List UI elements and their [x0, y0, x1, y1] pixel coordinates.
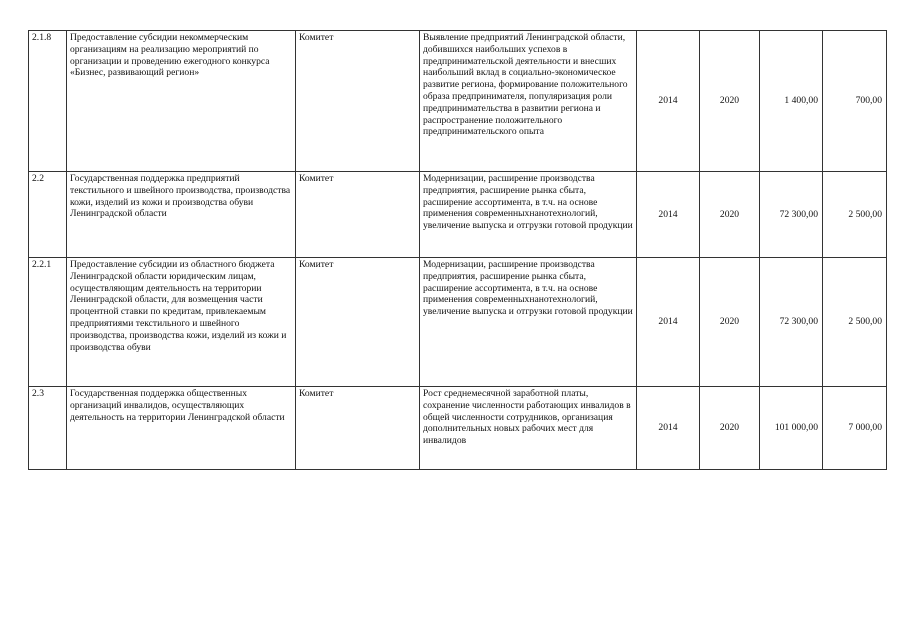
end-year: 2020	[700, 258, 760, 387]
amount: 2 500,00	[823, 258, 887, 387]
expected-result	[420, 31, 637, 172]
table-row	[29, 258, 887, 387]
executor: Комитет	[296, 258, 420, 387]
activity-name-text: Предоставление субсидии из областного бюджета Ленинградской области юридическим лицам, осуществляющим деятельность на территории Ленинградской области, для возмещения части процентной ставки по кредитам, привлекаемым предприятиями текстильного и швейного производства, производства кожи, изделий из кожи и производства обуви	[70, 259, 287, 353]
table-row	[29, 172, 887, 258]
amount: 2 500,00	[823, 172, 887, 258]
row-code: 2.2	[29, 172, 67, 258]
program-activities-table	[28, 30, 887, 470]
start-year: 2014	[637, 258, 700, 387]
amount: 700,00	[823, 31, 887, 172]
total-amount: 101 000,00	[760, 387, 823, 470]
activity-name	[67, 387, 296, 470]
start-year: 2014	[637, 387, 700, 470]
row-code: 2.1.8	[29, 31, 67, 172]
activity-name-text: Предоставление субсидии некоммерческим организациям на реализацию мероприятий по организации и проведению ежегодного конкурса «Бизнес, развивающий регион»	[70, 32, 270, 79]
end-year: 2020	[700, 31, 760, 172]
expected-result	[420, 258, 637, 387]
executor: Комитет	[296, 387, 420, 470]
expected-result	[420, 172, 637, 258]
amount: 7 000,00	[823, 387, 887, 470]
start-year: 2014	[637, 172, 700, 258]
total-amount: 72 300,00	[760, 172, 823, 258]
expected-result	[420, 387, 637, 470]
executor: Комитет	[296, 31, 420, 172]
expected-result-text: Выявление предприятий Ленинградской области, добившихся наибольших успехов в предпринимательской деятельности и внесших наибольший вклад в социально-экономическое развитие региона, формирование положительного образа предпринимателя, популяризация роли предпринимательства в развитии региона и распространение положительного предпринимательского опыта	[423, 32, 628, 138]
total-amount: 1 400,00	[760, 31, 823, 172]
activity-name	[67, 258, 296, 387]
table-row	[29, 387, 887, 470]
row-code: 2.3	[29, 387, 67, 470]
activity-name-text: Государственная поддержка общественных организаций инвалидов, осуществляющих деятельность на территории Ленинградской области	[70, 388, 285, 423]
table-row	[29, 31, 887, 172]
row-code: 2.2.1	[29, 258, 67, 387]
activity-name	[67, 172, 296, 258]
expected-result-text: Модернизации, расширение производства предприятия, расширение рынка сбыта, расширение ассортимента, в т.ч. на основе применения современныхнанотехнологий, увеличение выпуска и отгрузки готовой продукции	[423, 173, 633, 232]
total-amount: 72 300,00	[760, 258, 823, 387]
end-year: 2020	[700, 387, 760, 470]
end-year: 2020	[700, 172, 760, 258]
expected-result-text: Модернизации, расширение производства предприятия, расширение рынка сбыта, расширение ассортимента, в т.ч. на основе применения современныхнанотехнологий, увеличение выпуска и отгрузки готовой продукции	[423, 259, 633, 318]
expected-result-text: Рост среднемесячной заработной платы, сохранение численности работающих инвалидов в общей численности сотрудников, организация дополнительных новых рабочих мест для инвалидов	[423, 388, 631, 447]
executor: Комитет	[296, 172, 420, 258]
activity-name-text: Государственная поддержка предприятий текстильного и швейного производства, производства кожи, изделий из кожи и производства обуви Ленинградской области	[70, 173, 291, 220]
start-year: 2014	[637, 31, 700, 172]
activity-name	[67, 31, 296, 172]
